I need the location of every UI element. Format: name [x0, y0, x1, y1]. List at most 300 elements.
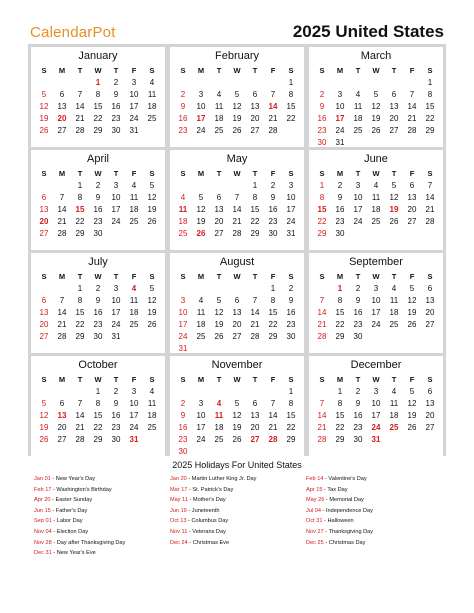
- day-cell: 31: [286, 229, 296, 238]
- holiday-item: [34, 527, 174, 538]
- day-cell: 10: [178, 308, 188, 317]
- day-cell: 16: [317, 114, 327, 123]
- weekday-label: W: [94, 169, 102, 178]
- holiday-date: Jun 15: [34, 507, 51, 514]
- day-cell: 8: [270, 296, 276, 305]
- empty-day: [35, 283, 53, 295]
- weekday-label: T: [355, 66, 361, 75]
- day-cell: 22: [93, 114, 103, 123]
- day-cell: 26: [147, 217, 157, 226]
- day-cell: 6: [427, 284, 433, 293]
- day-cell: 9: [337, 193, 343, 202]
- day-cell: 17: [196, 114, 206, 123]
- day-cell: 28: [57, 229, 67, 238]
- holiday-name: Mother's Day: [192, 497, 226, 504]
- holiday-name: Independence Day: [325, 507, 373, 514]
- day-cell: 13: [232, 308, 242, 317]
- month-name: July: [88, 256, 108, 268]
- weekday-label: T: [355, 169, 361, 178]
- day-cell: 5: [216, 296, 222, 305]
- day-cell: 18: [353, 114, 363, 123]
- day-cell: 18: [129, 308, 139, 317]
- day-cell: 30: [268, 229, 278, 238]
- day-cell: 17: [129, 102, 139, 111]
- day-cell: 8: [337, 296, 343, 305]
- day-cell: 12: [39, 102, 49, 111]
- day-cell: 15: [335, 411, 345, 420]
- day-cell: 20: [389, 114, 399, 123]
- weekday-label: W: [94, 272, 102, 281]
- day-cell: 25: [147, 423, 157, 432]
- day-cell: 20: [214, 217, 224, 226]
- day-cell: 8: [427, 90, 433, 99]
- day-cell: 28: [268, 126, 278, 135]
- weekday-label: S: [149, 375, 155, 384]
- empty-day: [210, 180, 228, 192]
- day-cell: 6: [427, 387, 433, 396]
- holiday-date: Jun 19: [170, 507, 187, 514]
- weekday-label: W: [233, 169, 241, 178]
- day-cell: 19: [407, 308, 417, 317]
- month-name: February: [214, 50, 260, 62]
- day-cell: 19: [39, 114, 49, 123]
- day-cell: 12: [39, 411, 49, 420]
- day-cell: 26: [407, 320, 417, 329]
- month-november: [170, 356, 304, 456]
- day-cell: 29: [93, 126, 103, 135]
- day-cell: 22: [250, 217, 260, 226]
- day-cell: 23: [111, 114, 121, 123]
- day-cell: 30: [353, 435, 363, 444]
- month-name: June: [364, 153, 388, 165]
- day-cell: 17: [371, 308, 381, 317]
- weekday-label: W: [233, 272, 241, 281]
- holiday-name: Veterans Day: [192, 528, 226, 535]
- holiday-name: Day after Thanksgiving Day: [56, 539, 126, 546]
- day-cell: 18: [214, 114, 224, 123]
- day-cell: 16: [286, 308, 296, 317]
- day-cell: 10: [196, 102, 206, 111]
- day-cell: 8: [288, 90, 294, 99]
- day-cell: 4: [216, 90, 222, 99]
- day-cell: 23: [335, 217, 345, 226]
- weekday-label: W: [233, 66, 241, 75]
- day-cell: 26: [371, 126, 381, 135]
- weekday-label: T: [391, 272, 397, 281]
- empty-day: [192, 386, 210, 398]
- day-cell: 14: [268, 411, 278, 420]
- holiday-item: [170, 527, 310, 538]
- weekday-label: S: [149, 169, 155, 178]
- day-cell: 23: [353, 423, 363, 432]
- day-cell: 30: [111, 126, 121, 135]
- day-cell: 15: [335, 308, 345, 317]
- day-cell: 4: [180, 193, 186, 202]
- day-cell: 29: [75, 229, 85, 238]
- holiday-date: Jan 20: [170, 476, 187, 482]
- day-cell: 2: [180, 399, 186, 408]
- day-cell: 29: [317, 229, 327, 238]
- day-cell: 21: [232, 217, 242, 226]
- day-cell: 21: [268, 423, 278, 432]
- weekday-label: M: [58, 169, 66, 178]
- day-cell: 11: [353, 102, 363, 111]
- holiday-separator: -: [50, 507, 56, 514]
- day-cell: 22: [425, 114, 435, 123]
- day-cell: 19: [214, 320, 224, 329]
- weekday-label: S: [427, 272, 433, 281]
- day-cell: 31: [129, 435, 139, 444]
- day-cell: 4: [149, 78, 155, 87]
- month-name: May: [226, 153, 248, 165]
- day-cell: 8: [319, 193, 325, 202]
- day-cell: 30: [93, 332, 103, 341]
- month-days-grid: [35, 65, 161, 137]
- day-cell: 21: [75, 114, 85, 123]
- holiday-name: New Year's Day: [55, 476, 96, 482]
- day-cell: 10: [196, 411, 206, 420]
- day-cell: 12: [147, 296, 157, 305]
- holiday-separator: -: [324, 497, 330, 504]
- day-cell: 1: [337, 284, 343, 293]
- day-cell: 11: [147, 90, 157, 99]
- weekday-label: T: [391, 66, 397, 75]
- holiday-name: Christmas Eve: [192, 539, 230, 546]
- day-cell: 19: [371, 114, 381, 123]
- empty-day: [228, 180, 246, 192]
- day-cell: 2: [95, 284, 101, 293]
- weekday-label: W: [372, 272, 380, 281]
- day-cell: 1: [288, 78, 294, 87]
- holiday-name: Valentine's Day: [328, 476, 367, 482]
- weekday-label: S: [319, 169, 325, 178]
- weekday-label: M: [58, 272, 66, 281]
- day-cell: 12: [232, 411, 242, 420]
- holiday-date: Dec 24: [170, 539, 188, 546]
- day-cell: 1: [95, 387, 101, 396]
- weekday-label: M: [197, 272, 205, 281]
- day-cell: 25: [129, 217, 139, 226]
- weekday-label: S: [288, 272, 294, 281]
- day-cell: 2: [113, 78, 119, 87]
- month-december: [309, 356, 443, 456]
- empty-day: [367, 77, 385, 89]
- day-cell: 1: [337, 387, 343, 396]
- day-cell: 4: [373, 181, 379, 190]
- day-cell: 15: [286, 411, 296, 420]
- empty-day: [228, 386, 246, 398]
- day-cell: 5: [41, 90, 47, 99]
- day-cell: 20: [425, 411, 435, 420]
- day-cell: 11: [389, 296, 399, 305]
- empty-day: [53, 77, 71, 89]
- empty-day: [192, 180, 210, 192]
- holidays-title: 2025 Holidays For United States: [172, 460, 302, 470]
- holiday-name: New Year's Eve: [56, 550, 96, 557]
- empty-day: [264, 77, 282, 89]
- day-cell: 9: [270, 193, 276, 202]
- day-cell: 3: [113, 284, 119, 293]
- day-cell: 8: [337, 399, 343, 408]
- empty-day: [174, 386, 192, 398]
- day-cell: 3: [180, 296, 186, 305]
- day-cell: 30: [335, 229, 345, 238]
- weekday-label: S: [180, 66, 186, 75]
- month-days-grid: [174, 65, 300, 137]
- day-cell: 14: [232, 205, 242, 214]
- day-cell: 2: [113, 387, 119, 396]
- day-cell: 7: [252, 296, 258, 305]
- day-cell: 8: [77, 296, 83, 305]
- weekday-label: F: [270, 272, 276, 281]
- day-cell: 16: [268, 205, 278, 214]
- weekday-label: F: [270, 375, 276, 384]
- empty-day: [174, 180, 192, 192]
- holiday-column: [170, 474, 310, 548]
- empty-day: [246, 77, 264, 89]
- day-cell: 3: [288, 181, 294, 190]
- day-cell: 16: [353, 308, 363, 317]
- day-cell: 6: [409, 181, 415, 190]
- holiday-date: Jan 01: [34, 476, 51, 482]
- day-cell: 16: [93, 205, 103, 214]
- day-cell: 3: [198, 90, 204, 99]
- day-cell: 28: [407, 126, 417, 135]
- day-cell: 3: [373, 387, 379, 396]
- day-cell: 29: [425, 126, 435, 135]
- day-cell: 1: [95, 78, 101, 87]
- weekday-label: T: [216, 169, 222, 178]
- day-cell: 17: [353, 205, 363, 214]
- day-cell: 21: [407, 114, 417, 123]
- holiday-date: Nov 11: [170, 528, 188, 535]
- weekday-label: S: [319, 375, 325, 384]
- day-cell: 15: [93, 102, 103, 111]
- holiday-date: Apr 15: [306, 486, 323, 493]
- day-cell: 7: [59, 193, 65, 202]
- weekday-label: T: [252, 272, 258, 281]
- day-cell: 20: [39, 320, 49, 329]
- holiday-column: [306, 474, 446, 548]
- holiday-date: Dec 25: [306, 539, 324, 546]
- day-cell: 29: [250, 229, 260, 238]
- day-cell: 22: [75, 217, 85, 226]
- holiday-item: [34, 485, 174, 496]
- day-cell: 28: [75, 435, 85, 444]
- day-cell: 6: [252, 399, 258, 408]
- empty-day: [331, 77, 349, 89]
- holiday-name: Juneteenth: [191, 507, 220, 514]
- weekday-label: W: [94, 66, 102, 75]
- day-cell: 3: [198, 399, 204, 408]
- holiday-separator: -: [187, 528, 193, 535]
- weekday-label: S: [180, 169, 186, 178]
- empty-day: [210, 283, 228, 295]
- day-cell: 14: [57, 205, 67, 214]
- day-cell: 24: [371, 320, 381, 329]
- day-cell: 17: [178, 320, 188, 329]
- day-cell: 25: [147, 114, 157, 123]
- day-cell: 8: [95, 399, 101, 408]
- day-cell: 1: [427, 78, 433, 87]
- holiday-date: Oct 31: [306, 518, 323, 525]
- day-cell: 20: [57, 423, 67, 432]
- day-cell: 18: [178, 217, 188, 226]
- day-cell: 6: [59, 399, 65, 408]
- day-cell: 19: [407, 411, 417, 420]
- day-cell: 1: [270, 284, 276, 293]
- day-cell: 11: [389, 399, 399, 408]
- weekday-label: T: [113, 375, 119, 384]
- day-cell: 10: [371, 296, 381, 305]
- day-cell: 3: [337, 90, 343, 99]
- weekday-label: M: [336, 375, 344, 384]
- day-cell: 2: [337, 181, 343, 190]
- day-cell: 9: [95, 193, 101, 202]
- weekday-label: S: [427, 375, 433, 384]
- day-cell: 26: [147, 320, 157, 329]
- holiday-date: Nov 27: [306, 528, 324, 535]
- day-cell: 24: [335, 126, 345, 135]
- weekday-label: S: [288, 66, 294, 75]
- day-cell: 6: [216, 193, 222, 202]
- month-days-grid: [313, 271, 439, 343]
- month-name: September: [349, 256, 403, 268]
- day-cell: 6: [59, 90, 65, 99]
- day-cell: 11: [214, 411, 224, 420]
- day-cell: 15: [75, 205, 85, 214]
- empty-day: [71, 386, 89, 398]
- holiday-name: Halloween: [327, 518, 354, 525]
- day-cell: 23: [111, 423, 121, 432]
- day-cell: 1: [319, 181, 325, 190]
- day-cell: 15: [93, 411, 103, 420]
- day-cell: 25: [353, 126, 363, 135]
- day-cell: 19: [147, 205, 157, 214]
- holiday-date: Sep 01: [34, 518, 52, 525]
- weekday-label: S: [149, 66, 155, 75]
- day-cell: 27: [250, 435, 260, 444]
- day-cell: 6: [234, 296, 240, 305]
- day-cell: 25: [371, 217, 381, 226]
- day-cell: 7: [319, 296, 325, 305]
- day-cell: 30: [317, 138, 327, 147]
- day-cell: 30: [93, 229, 103, 238]
- holiday-date: Jul 04: [306, 507, 321, 514]
- holiday-name: Tax Day: [327, 486, 348, 493]
- day-cell: 30: [178, 447, 188, 456]
- day-cell: 30: [111, 435, 121, 444]
- month-march: [309, 47, 443, 147]
- day-cell: 4: [355, 90, 361, 99]
- holiday-item: [34, 495, 174, 506]
- holiday-separator: -: [186, 507, 192, 514]
- weekday-label: T: [113, 66, 119, 75]
- day-cell: 12: [232, 102, 242, 111]
- day-cell: 23: [317, 126, 327, 135]
- day-cell: 9: [95, 296, 101, 305]
- day-cell: 21: [250, 320, 260, 329]
- holiday-item: [306, 495, 446, 506]
- day-cell: 27: [250, 126, 260, 135]
- day-cell: 23: [286, 320, 296, 329]
- empty-day: [228, 283, 246, 295]
- day-cell: 7: [319, 399, 325, 408]
- day-cell: 25: [389, 423, 399, 432]
- day-cell: 26: [407, 423, 417, 432]
- day-cell: 24: [286, 217, 296, 226]
- empty-day: [35, 386, 53, 398]
- holiday-name: Thanksgiving Day: [328, 528, 374, 535]
- weekday-label: T: [77, 272, 83, 281]
- day-cell: 20: [425, 308, 435, 317]
- day-cell: 13: [250, 102, 260, 111]
- day-cell: 29: [75, 332, 85, 341]
- day-cell: 7: [427, 181, 433, 190]
- day-cell: 26: [39, 435, 49, 444]
- day-cell: 31: [178, 344, 188, 353]
- day-cell: 23: [268, 217, 278, 226]
- weekday-label: T: [216, 66, 222, 75]
- day-cell: 5: [234, 90, 240, 99]
- day-cell: 4: [391, 387, 397, 396]
- day-cell: 22: [93, 423, 103, 432]
- day-cell: 3: [131, 387, 137, 396]
- day-cell: 17: [286, 205, 296, 214]
- day-cell: 5: [198, 193, 204, 202]
- month-days-grid: [174, 374, 300, 458]
- weekday-label: S: [41, 66, 47, 75]
- holiday-item: [306, 538, 446, 549]
- weekday-label: F: [409, 169, 415, 178]
- day-cell: 14: [268, 102, 278, 111]
- day-cell: 9: [180, 102, 186, 111]
- month-days-grid: [174, 168, 300, 240]
- day-cell: 25: [389, 320, 399, 329]
- holiday-name: Christmas Day: [328, 539, 366, 546]
- day-cell: 1: [288, 387, 294, 396]
- empty-day: [228, 77, 246, 89]
- day-cell: 24: [111, 320, 121, 329]
- weekday-label: T: [252, 66, 258, 75]
- day-cell: 7: [409, 90, 415, 99]
- day-cell: 2: [355, 387, 361, 396]
- holiday-separator: -: [50, 476, 56, 482]
- holiday-date: Apr 20: [34, 497, 51, 504]
- holiday-name: Washington's Birthday: [56, 486, 112, 493]
- day-cell: 19: [389, 205, 399, 214]
- day-cell: 27: [39, 229, 49, 238]
- day-cell: 13: [39, 205, 49, 214]
- holiday-separator: -: [186, 476, 192, 482]
- day-cell: 19: [147, 308, 157, 317]
- day-cell: 18: [389, 308, 399, 317]
- day-cell: 14: [250, 308, 260, 317]
- day-cell: 1: [77, 181, 83, 190]
- day-cell: 10: [129, 399, 139, 408]
- holiday-separator: -: [51, 528, 57, 535]
- day-cell: 10: [371, 399, 381, 408]
- day-cell: 31: [111, 332, 121, 341]
- day-cell: 27: [425, 423, 435, 432]
- holiday-item: [34, 474, 174, 485]
- empty-day: [210, 77, 228, 89]
- weekday-label: W: [372, 66, 380, 75]
- holiday-date: Oct 13: [170, 518, 187, 525]
- day-cell: 29: [268, 332, 278, 341]
- day-cell: 22: [286, 423, 296, 432]
- weekday-label: F: [131, 272, 137, 281]
